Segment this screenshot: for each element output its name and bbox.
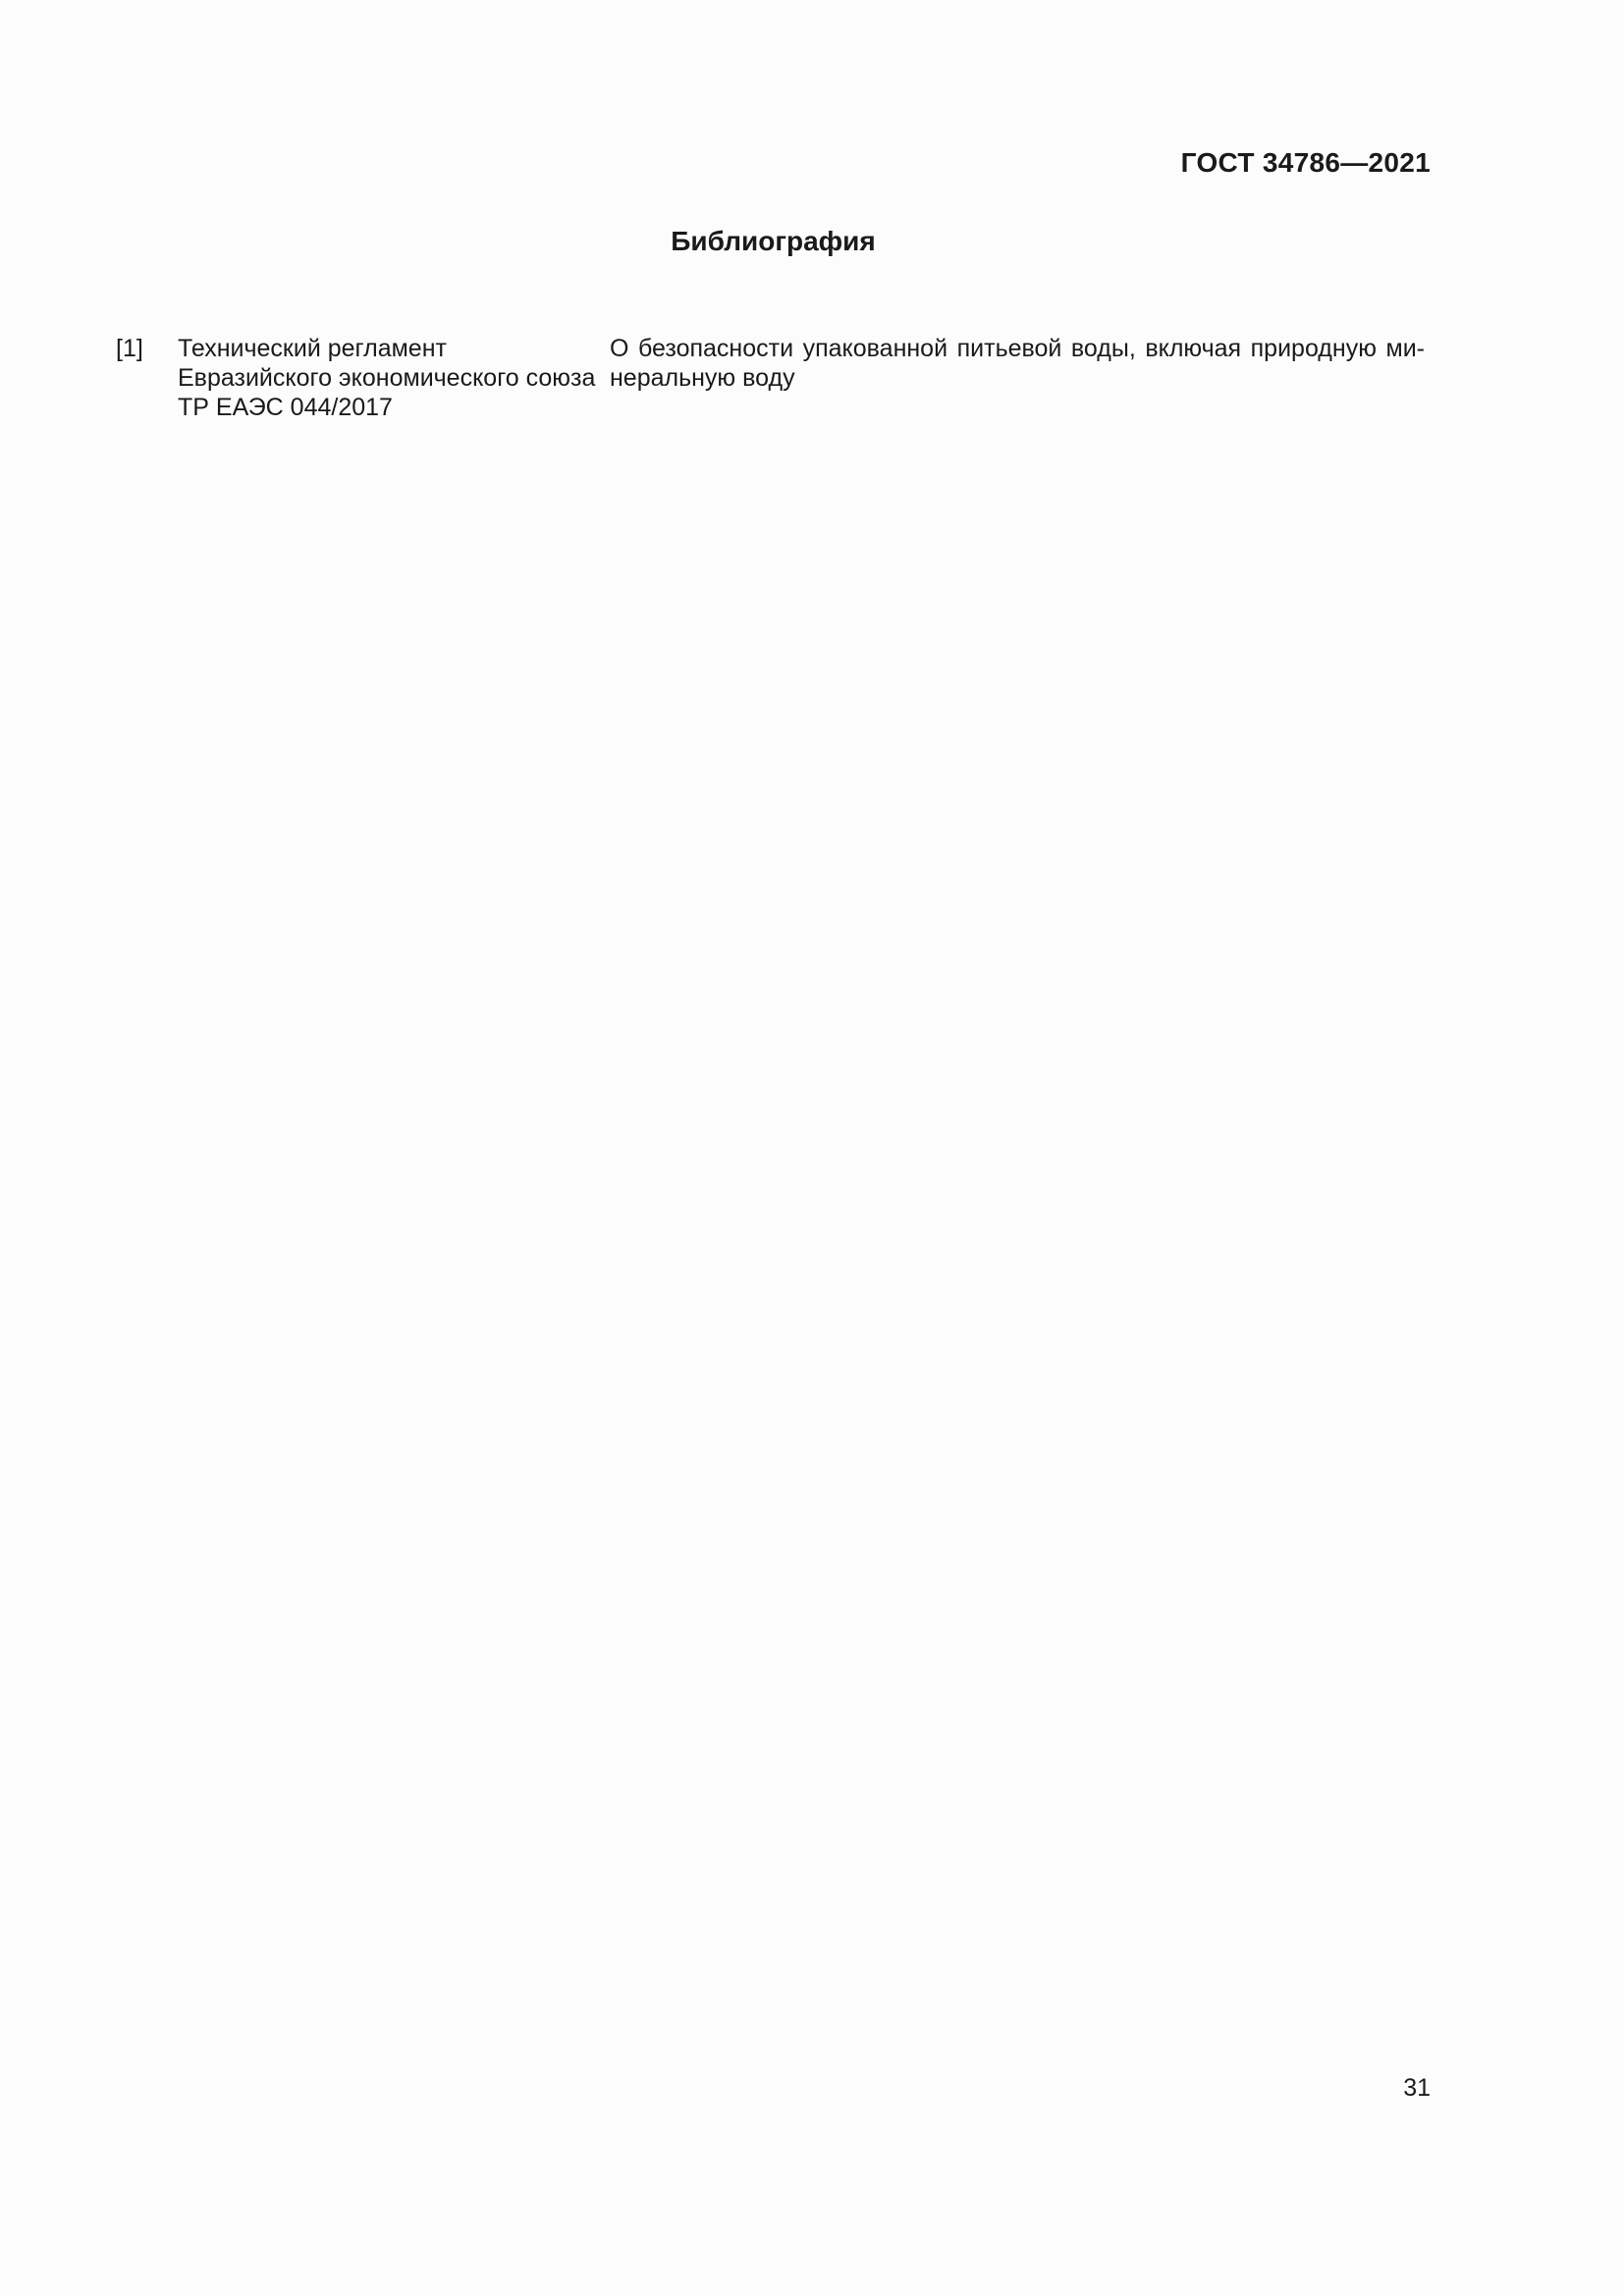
bibliography-entry-number: [1] [116, 335, 143, 362]
bibliography-title-line: неральную воду [610, 364, 795, 392]
bibliography-entry-title [610, 334, 1425, 393]
bibliography-title-line: О безопасности упакованной питьевой воды, включая природную ми- [610, 335, 1425, 362]
bibliography-source-line: Евразийского экономического союза [178, 364, 596, 392]
section-title: Библиография [671, 226, 876, 256]
bibliography-entry-source [178, 334, 610, 422]
bibliography-source-line: ТР ЕАЭС 044/2017 [178, 394, 393, 421]
bibliography-source-line: Технический регламент [178, 335, 447, 362]
document-code: ГОСТ 34786—2021 [1180, 147, 1431, 178]
page-number: 31 [1403, 2074, 1431, 2102]
